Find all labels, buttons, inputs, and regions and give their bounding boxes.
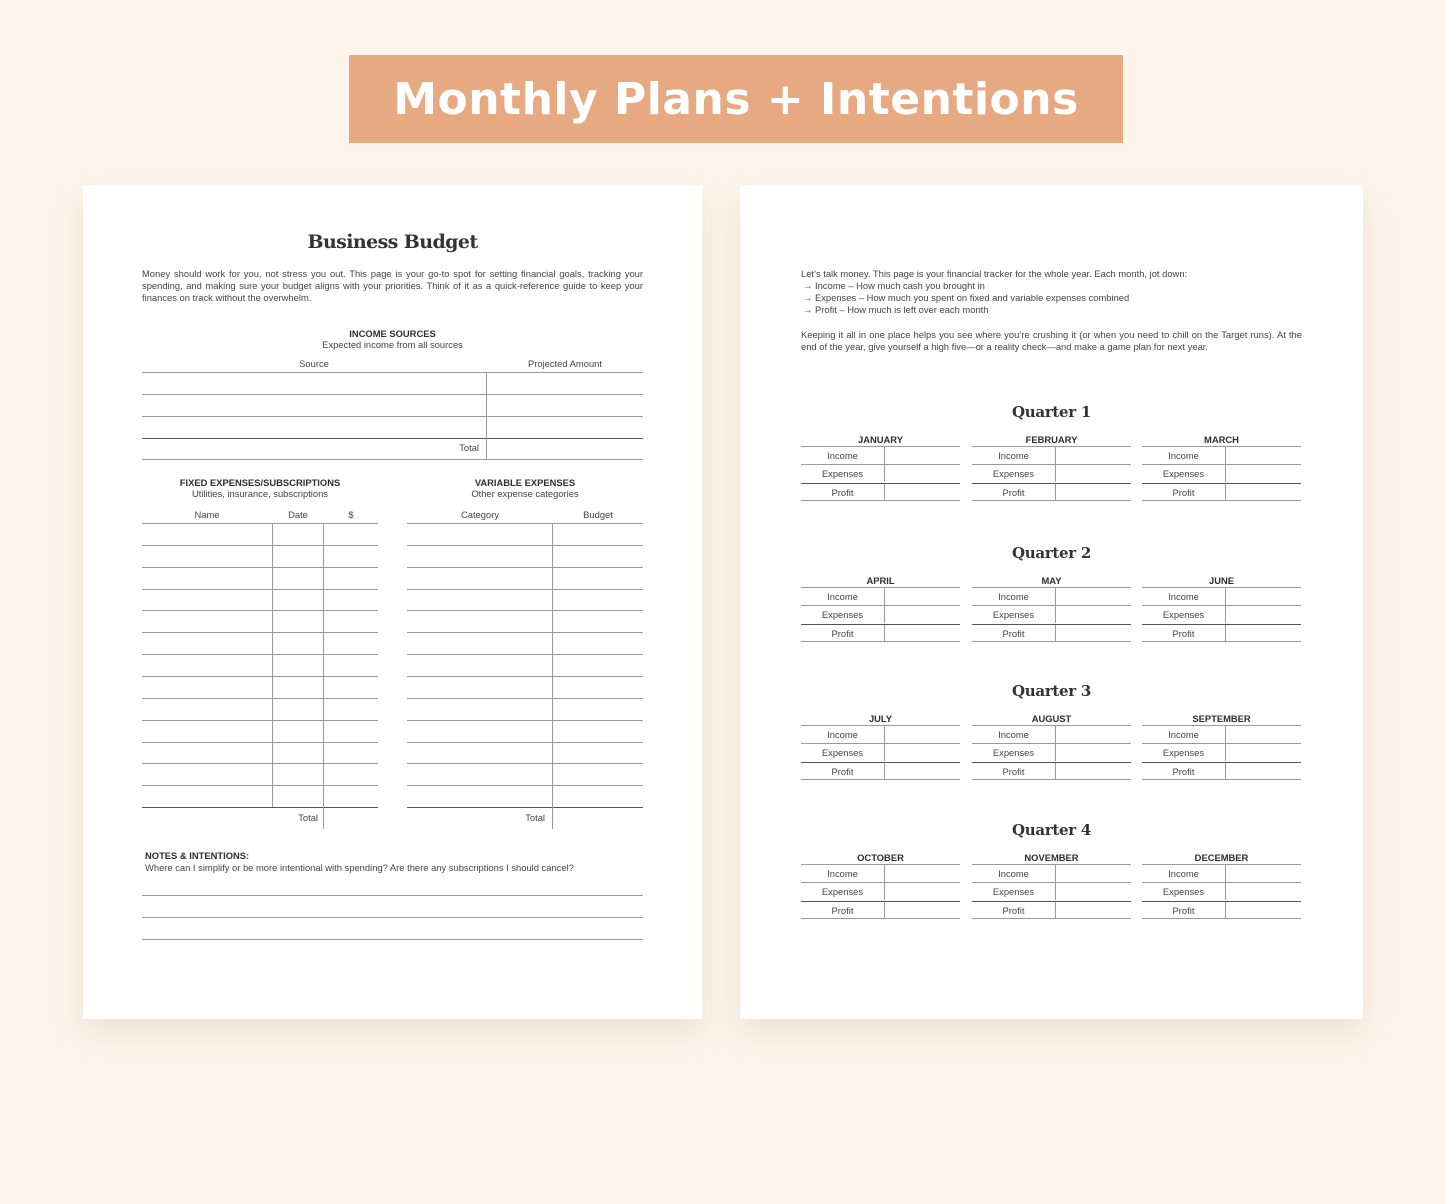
- quarter-title: Quarter 4: [1012, 821, 1091, 839]
- month-row-expenses[interactable]: [1142, 882, 1301, 900]
- row-label: Income: [801, 726, 885, 743]
- col-projected-amount: Projected Amount: [527, 358, 602, 369]
- row-label: Profit: [1142, 902, 1226, 919]
- fixed-expenses-subheading: Utilities, insurance, subscriptions: [192, 488, 328, 499]
- notes-heading: NOTES & INTENTIONS:: [145, 850, 250, 861]
- col-category: Category: [460, 509, 500, 520]
- table-row-line: [142, 698, 378, 699]
- month-row-profit[interactable]: [972, 762, 1131, 780]
- month-table-september: [1142, 713, 1301, 780]
- month-table-october: [801, 852, 960, 919]
- table-divider: [486, 372, 487, 459]
- month-table-march: [1142, 434, 1301, 501]
- bullet-income: → Income – How much cash you brought in: [803, 280, 985, 291]
- col-dollar: $: [348, 509, 354, 520]
- tracker-intro-text: Let’s talk money. This page is your financial tracker for the whole year. Each month, jot down:: [801, 268, 1188, 279]
- table-row-line: [407, 523, 643, 524]
- table-row-line: [407, 567, 643, 568]
- month-row-income[interactable]: [1142, 864, 1301, 882]
- month-name: SEPTEMBER: [1192, 713, 1251, 724]
- header-banner: [349, 55, 1123, 143]
- table-row-line: [142, 807, 378, 808]
- month-row-profit[interactable]: [972, 483, 1131, 501]
- month-table-april: [801, 575, 960, 642]
- row-label: Expenses: [1142, 465, 1226, 482]
- month-row-income[interactable]: [972, 864, 1131, 882]
- variable-expenses-heading: VARIABLE EXPENSES: [474, 477, 576, 488]
- month-row-income[interactable]: [1142, 725, 1301, 743]
- month-name: JULY: [868, 713, 893, 724]
- row-label: Income: [801, 865, 885, 882]
- row-label: Income: [1142, 447, 1226, 464]
- month-table-may: [972, 575, 1131, 642]
- row-label: Income: [1142, 865, 1226, 882]
- page-title: Business Budget: [307, 231, 478, 253]
- month-row-income[interactable]: [972, 446, 1131, 464]
- row-label: Profit: [801, 763, 885, 780]
- note-line[interactable]: [142, 939, 643, 940]
- month-row-income[interactable]: [801, 864, 960, 882]
- month-row-expenses[interactable]: [972, 605, 1131, 623]
- row-label: Expenses: [801, 465, 885, 482]
- row-label: Income: [801, 447, 885, 464]
- variable-total-label: Total: [525, 812, 545, 823]
- table-row-line: [142, 610, 378, 611]
- note-line[interactable]: [142, 917, 643, 918]
- month-row-profit[interactable]: [1142, 483, 1301, 501]
- tracker-intro: [801, 268, 1302, 316]
- row-label: Expenses: [801, 744, 885, 761]
- table-row-line: [142, 785, 378, 786]
- table-row-line: [142, 742, 378, 743]
- month-name: NOVEMBER: [1024, 852, 1079, 863]
- income-subheading: Expected income from all sources: [322, 339, 463, 350]
- month-row-expenses[interactable]: [972, 464, 1131, 482]
- row-label: Income: [972, 726, 1056, 743]
- table-row-line: [407, 698, 643, 699]
- intro-text: Money should work for you, not stress you out. This page is your go-to spot for setting financial goals, tracking your spending, and making sure your budget aligns with your priorities. Think of it as a quick-reference guide to keep your finances on track without the overwhelm.: [142, 268, 643, 303]
- table-divider: [272, 523, 273, 807]
- row-label: Expenses: [972, 744, 1056, 761]
- col-date: Date: [288, 509, 308, 520]
- month-table-december: [1142, 852, 1301, 919]
- row-label: Profit: [1142, 625, 1226, 642]
- table-row-line: [407, 742, 643, 743]
- col-name: Name: [194, 509, 220, 520]
- month-table-july: [801, 713, 960, 780]
- month-row-income[interactable]: [972, 587, 1131, 605]
- row-label: Expenses: [801, 606, 885, 623]
- row-label: Profit: [801, 484, 885, 501]
- month-row-expenses[interactable]: [1142, 464, 1301, 482]
- month-row-expenses[interactable]: [801, 743, 960, 761]
- month-row-profit[interactable]: [801, 624, 960, 642]
- month-table-november: [972, 852, 1131, 919]
- col-budget: Budget: [583, 509, 613, 520]
- row-label: Profit: [972, 625, 1056, 642]
- row-label: Expenses: [972, 465, 1056, 482]
- table-row-line: [407, 763, 643, 764]
- fixed-total-label: Total: [298, 812, 318, 823]
- table-row-line: [142, 720, 378, 721]
- business-budget-page: [83, 185, 702, 1019]
- month-name: JANUARY: [858, 434, 903, 445]
- table-row-line: [142, 545, 378, 546]
- tracker-intro-2: Keeping it all in one place helps you see where you’re crushing it (or when you need to chill on the Target runs). At the end of the year, give yourself a high five—or a reality check—and make a game plan for next year.: [801, 329, 1302, 352]
- table-line: [142, 394, 643, 395]
- bullet-expenses: → Expenses – How much you spent on fixed and variable expenses combined: [803, 292, 1130, 303]
- row-label: Expenses: [801, 883, 885, 900]
- month-name: DECEMBER: [1194, 852, 1249, 863]
- month-row-expenses[interactable]: [1142, 605, 1301, 623]
- month-name: AUGUST: [1031, 713, 1072, 724]
- annual-tracker-page: [740, 185, 1363, 1019]
- row-label: Expenses: [1142, 606, 1226, 623]
- row-label: Expenses: [972, 606, 1056, 623]
- row-label: Income: [972, 865, 1056, 882]
- row-label: Income: [801, 588, 885, 605]
- month-row-income[interactable]: [1142, 587, 1301, 605]
- table-row-line: [407, 676, 643, 677]
- table-row-line: [407, 610, 643, 611]
- month-row-expenses[interactable]: [972, 743, 1131, 761]
- row-label: Profit: [972, 763, 1056, 780]
- variable-expenses-subheading: Other expense categories: [471, 488, 579, 499]
- row-label: Income: [1142, 726, 1226, 743]
- month-row-profit[interactable]: [1142, 901, 1301, 919]
- month-name: OCTOBER: [857, 852, 904, 863]
- table-row-line: [407, 654, 643, 655]
- table-row-line: [142, 763, 378, 764]
- row-label: Expenses: [1142, 744, 1226, 761]
- month-row-profit[interactable]: [801, 762, 960, 780]
- table-line: [142, 372, 643, 373]
- month-table-january: [801, 434, 960, 501]
- row-label: Expenses: [972, 883, 1056, 900]
- table-row-line: [142, 523, 378, 524]
- row-label: Expenses: [1142, 883, 1226, 900]
- table-divider: [552, 523, 553, 829]
- month-row-income[interactable]: [972, 725, 1131, 743]
- table-line: [142, 438, 643, 439]
- month-row-income[interactable]: [801, 446, 960, 464]
- col-source: Source: [299, 358, 329, 369]
- table-divider: [323, 523, 324, 829]
- table-row-line: [142, 654, 378, 655]
- month-name: MAY: [1041, 575, 1062, 586]
- month-row-expenses[interactable]: [801, 464, 960, 482]
- table-line: [142, 416, 643, 417]
- row-label: Profit: [801, 625, 885, 642]
- table-row-line: [407, 545, 643, 546]
- table-row-line: [407, 632, 643, 633]
- month-row-profit[interactable]: [1142, 762, 1301, 780]
- row-label: Profit: [1142, 763, 1226, 780]
- month-table-june: [1142, 575, 1301, 642]
- month-row-profit[interactable]: [972, 901, 1131, 919]
- table-row-line: [407, 785, 643, 786]
- row-label: Income: [1142, 588, 1226, 605]
- month-row-income[interactable]: [1142, 446, 1301, 464]
- row-label: Profit: [972, 484, 1056, 501]
- month-name: MARCH: [1204, 434, 1239, 445]
- month-name: JUNE: [1208, 575, 1234, 586]
- row-label: Profit: [972, 902, 1056, 919]
- month-name: APRIL: [866, 575, 895, 586]
- table-line: [142, 459, 643, 460]
- row-label: Profit: [801, 902, 885, 919]
- month-row-profit[interactable]: [1142, 624, 1301, 642]
- month-table-february: [972, 434, 1131, 501]
- table-row-line: [142, 567, 378, 568]
- month-row-expenses[interactable]: [1142, 743, 1301, 761]
- month-row-profit[interactable]: [801, 901, 960, 919]
- note-line[interactable]: [142, 895, 643, 896]
- month-row-expenses[interactable]: [801, 605, 960, 623]
- table-row-line: [142, 632, 378, 633]
- table-row-line: [407, 720, 643, 721]
- fixed-expenses-heading: FIXED EXPENSES/SUBSCRIPTIONS: [179, 477, 341, 488]
- table-row-line: [407, 807, 643, 808]
- table-row-line: [142, 676, 378, 677]
- table-row-line: [142, 589, 378, 590]
- income-heading: INCOME SOURCES: [349, 328, 436, 339]
- banner-title: Monthly Plans + Intentions: [393, 73, 1079, 125]
- quarter-title: Quarter 2: [1012, 544, 1091, 562]
- month-row-expenses[interactable]: [801, 882, 960, 900]
- row-label: Income: [972, 447, 1056, 464]
- month-row-expenses[interactable]: [972, 882, 1131, 900]
- month-row-income[interactable]: [801, 725, 960, 743]
- quarter-title: Quarter 1: [1012, 403, 1091, 421]
- row-label: Income: [972, 588, 1056, 605]
- quarter-title: Quarter 3: [1012, 682, 1091, 700]
- table-row-line: [407, 589, 643, 590]
- notes-question: Where can I simplify or be more intentional with spending? Are there any subscriptions I should cancel?: [145, 862, 574, 873]
- row-label: Profit: [1142, 484, 1226, 501]
- month-row-income[interactable]: [801, 587, 960, 605]
- month-row-profit[interactable]: [801, 483, 960, 501]
- bullet-profit: → Profit – How much is left over each month: [803, 304, 989, 315]
- income-total-label: Total: [459, 442, 479, 453]
- month-name: FEBRUARY: [1025, 434, 1078, 445]
- month-row-profit[interactable]: [972, 624, 1131, 642]
- month-table-august: [972, 713, 1131, 780]
